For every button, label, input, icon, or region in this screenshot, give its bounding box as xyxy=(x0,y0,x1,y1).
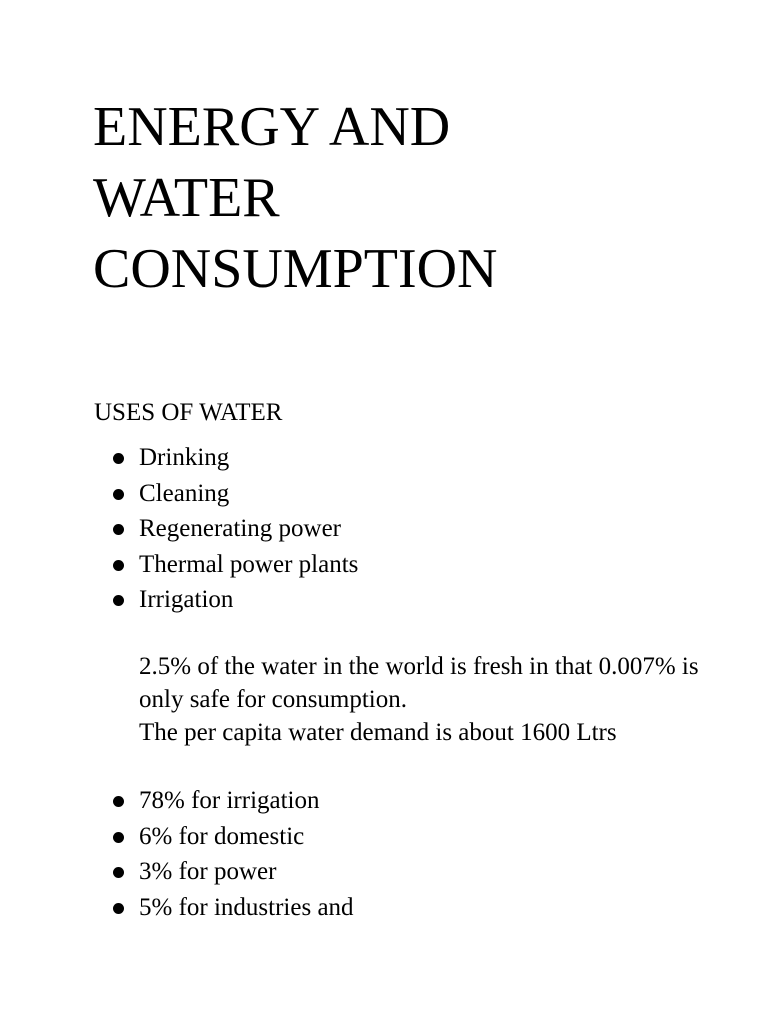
list-item xyxy=(0,582,768,618)
bullet-icon xyxy=(113,867,124,878)
list-item xyxy=(0,511,768,547)
title-line-1: ENERGY AND xyxy=(93,96,451,158)
list-item xyxy=(0,476,768,512)
bullet-icon xyxy=(113,489,124,500)
paragraph-per-capita-demand: The per capita water demand is about 1600 Ltrs xyxy=(139,719,617,746)
bullet-icon xyxy=(113,560,124,571)
list-item xyxy=(0,547,768,583)
title-line-3: CONSUMPTION xyxy=(93,238,498,300)
list-item-text: Cleaning xyxy=(139,479,230,507)
bullet-icon xyxy=(113,453,124,464)
bullet-icon xyxy=(113,796,124,807)
list-item-text: Drinking xyxy=(139,444,230,471)
page-title xyxy=(93,92,733,305)
uses-of-water-list xyxy=(0,440,768,618)
list-item-text: 78% for irrigation xyxy=(139,787,320,814)
list-item xyxy=(0,819,768,855)
list-item xyxy=(0,783,768,819)
list-item-text: 3% for power xyxy=(139,858,277,885)
list-item-text: 6% for domestic xyxy=(139,822,305,850)
list-item-text: Regenerating power xyxy=(139,515,342,542)
title-line-2: WATER xyxy=(93,167,280,229)
bullet-icon xyxy=(113,524,124,535)
list-item xyxy=(0,890,768,926)
section-heading: USES OF WATER xyxy=(94,399,283,426)
list-item xyxy=(0,854,768,890)
bullet-icon xyxy=(113,595,124,606)
bullet-icon xyxy=(113,832,124,843)
list-item-text: Thermal power plants xyxy=(139,550,359,578)
list-item-text: Irrigation xyxy=(139,586,234,613)
list-item-text: 5% for industries and xyxy=(139,893,354,921)
body-paragraphs xyxy=(139,650,699,749)
bullet-icon xyxy=(113,903,124,914)
list-item xyxy=(0,440,768,476)
paragraph-fresh-water: 2.5% of the water in the world is fresh in that 0.007% is only safe for consumption. xyxy=(139,653,699,713)
water-demand-list xyxy=(0,783,768,925)
